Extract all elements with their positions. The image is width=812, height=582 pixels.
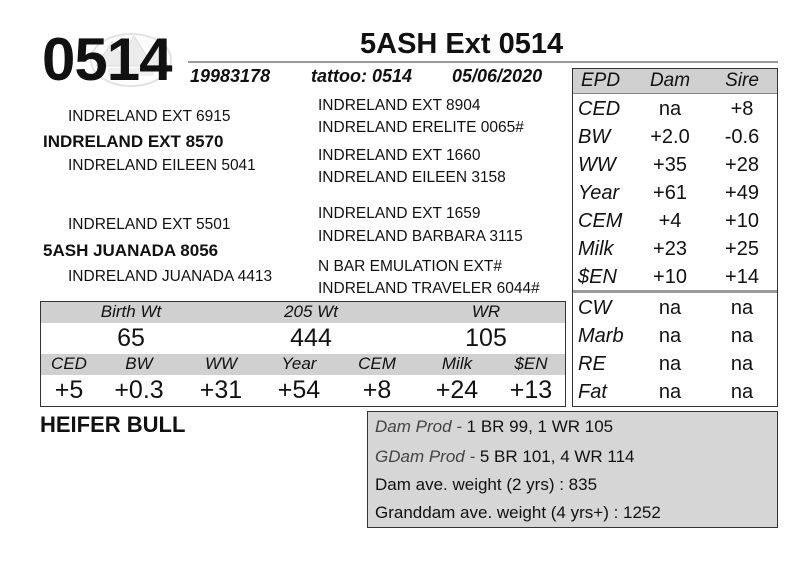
epd-sire-value: -0.6 xyxy=(724,126,760,148)
epd-header-sire: Sire xyxy=(725,70,759,91)
epd-dam-value: +61 xyxy=(653,182,687,204)
gdam-prod-label: GDam Prod - xyxy=(375,447,476,466)
epd-sire-value: na xyxy=(730,353,754,375)
epd-label: Year xyxy=(578,182,620,204)
epd-row-ced xyxy=(573,96,777,124)
calf-epd-header: WW xyxy=(204,354,238,373)
dam-weight: Dam ave. weight (2 yrs) : 835 xyxy=(375,475,598,494)
epd-header-row xyxy=(573,69,777,94)
epd-sire-value: +49 xyxy=(725,182,759,204)
pedigree-dam-sire-sire: INDRELAND EXT 1659 xyxy=(318,205,481,222)
pedigree-sire-sire-dam: INDRELAND ERELITE 0065# xyxy=(318,119,524,136)
epd-label: RE xyxy=(578,353,606,375)
pedigree-dam-dam: INDRELAND JUANADA 4413 xyxy=(68,268,273,285)
calf-epd-header: $EN xyxy=(514,354,548,373)
epd-dam-value: +23 xyxy=(653,238,687,260)
epd-dam-value: na xyxy=(658,381,682,403)
epd-dam-value: +4 xyxy=(658,210,682,232)
epd-label: $EN xyxy=(578,266,617,288)
epd-label: Fat xyxy=(578,381,607,403)
granddam-weight: Granddam ave. weight (4 yrs+) : 1252 xyxy=(375,503,661,522)
epd-row-fat xyxy=(573,379,777,407)
performance-value-wr: 105 xyxy=(465,324,507,352)
calf-epd-value: +13 xyxy=(509,376,553,404)
pedigree-dam: 5ASH JUANADA 8056 xyxy=(43,241,219,260)
performance-header-row xyxy=(41,302,565,323)
epd-label: WW xyxy=(578,154,616,176)
calf-epd-value: +8 xyxy=(362,376,392,404)
performance-header-birth-wt: Birth Wt xyxy=(100,302,162,321)
pedigree-sire: INDRELAND EXT 8570 xyxy=(43,132,224,151)
epd-label: Milk xyxy=(578,238,614,260)
epd-dam-value: na xyxy=(658,353,682,375)
gdam-prod-line xyxy=(375,447,635,467)
performance-header-wr: WR xyxy=(471,302,501,321)
performance-value-205-wt: 444 xyxy=(290,324,332,352)
registration-number: 19983178 xyxy=(190,66,271,86)
calf-epd-value: +31 xyxy=(199,376,243,404)
epd-sire-value: +28 xyxy=(725,154,759,176)
epd-dam-value: +35 xyxy=(653,154,687,176)
epd-row-bw xyxy=(573,124,777,152)
calf-epd-value: +54 xyxy=(277,376,321,404)
epd-dam-value: na xyxy=(658,98,682,120)
birth-date: 05/06/2020 xyxy=(452,66,543,86)
calf-epd-header: Year xyxy=(281,354,317,373)
calf-epd-header: BW xyxy=(125,354,153,373)
dam-prod-line xyxy=(375,417,613,437)
epd-sire-value: +8 xyxy=(730,98,754,120)
gdam-prod-value: 5 BR 101, 4 WR 114 xyxy=(475,447,635,466)
pedigree-dam-sire: INDRELAND EXT 5501 xyxy=(68,216,231,233)
epd-dam-value: na xyxy=(658,325,682,347)
epd-sire-value: na xyxy=(730,297,754,319)
epd-row-cw xyxy=(573,295,777,323)
epd-header-dam: Dam xyxy=(649,70,691,91)
performance-value-birth-wt: 65 xyxy=(117,324,145,352)
pedigree-sire-sire: INDRELAND EXT 6915 xyxy=(68,108,231,125)
epd-sire-value: na xyxy=(730,381,754,403)
epd-sire-value: na xyxy=(730,325,754,347)
pedigree-sire-dam: INDRELAND EILEEN 5041 xyxy=(68,157,256,174)
dam-prod-value: 1 BR 99, 1 WR 105 xyxy=(461,417,614,436)
dam-prod-label: Dam Prod - xyxy=(375,417,462,436)
calf-epd-header: Milk xyxy=(441,354,473,373)
epd-label: CW xyxy=(578,297,612,319)
production-box xyxy=(367,411,778,528)
title-divider xyxy=(188,61,778,63)
epd-header-label: EPD xyxy=(581,70,621,91)
category-label: HEIFER BULL xyxy=(40,412,186,437)
pedigree-dam-dam-sire: N BAR EMULATION EXT# xyxy=(318,258,503,275)
pedigree-dam-dam-dam: INDRELAND TRAVELER 6044# xyxy=(318,280,540,297)
epd-row-marb xyxy=(573,323,777,351)
calf-epd-value: +5 xyxy=(54,376,84,404)
epd-row-milk xyxy=(573,236,777,264)
epd-label: CED xyxy=(578,98,621,120)
epd-sire-value: +14 xyxy=(725,266,759,288)
epd-row-re xyxy=(573,351,777,379)
pedigree-sire-dam-dam: INDRELAND EILEEN 3158 xyxy=(318,169,506,186)
epd-dam-value: na xyxy=(658,297,682,319)
epd-dam-value: +2.0 xyxy=(650,126,690,148)
pedigree-dam-sire-dam: INDRELAND BARBARA 3115 xyxy=(318,228,523,245)
pedigree-sire-dam-sire: INDRELAND EXT 1660 xyxy=(318,147,481,164)
animal-title: 5ASH Ext 0514 xyxy=(360,28,564,60)
epd-sire-value: +25 xyxy=(725,238,759,260)
pedigree-sire-sire-sire: INDRELAND EXT 8904 xyxy=(318,97,481,114)
lot-number: 0514 xyxy=(42,26,172,93)
epd-row-cem xyxy=(573,208,777,236)
epd-label: BW xyxy=(578,126,611,148)
performance-table xyxy=(40,301,566,407)
epd-label: CEM xyxy=(578,210,623,232)
epd-table xyxy=(572,68,778,407)
calf-epd-header: CEM xyxy=(358,354,396,373)
performance-header-205-wt: 205 Wt xyxy=(284,302,338,321)
calf-epd-value: +24 xyxy=(435,376,479,404)
epd-label: Marb xyxy=(578,325,624,347)
epd-row-en xyxy=(573,264,777,292)
epd-row-year xyxy=(573,180,777,208)
calf-epd-header: CED xyxy=(51,354,87,373)
tattoo: tattoo: 0514 xyxy=(311,66,413,86)
epd-sire-value: +10 xyxy=(725,210,759,232)
epd-dam-value: +10 xyxy=(653,266,687,288)
epd-row-ww xyxy=(573,152,777,180)
calf-epd-value: +0.3 xyxy=(114,376,164,404)
